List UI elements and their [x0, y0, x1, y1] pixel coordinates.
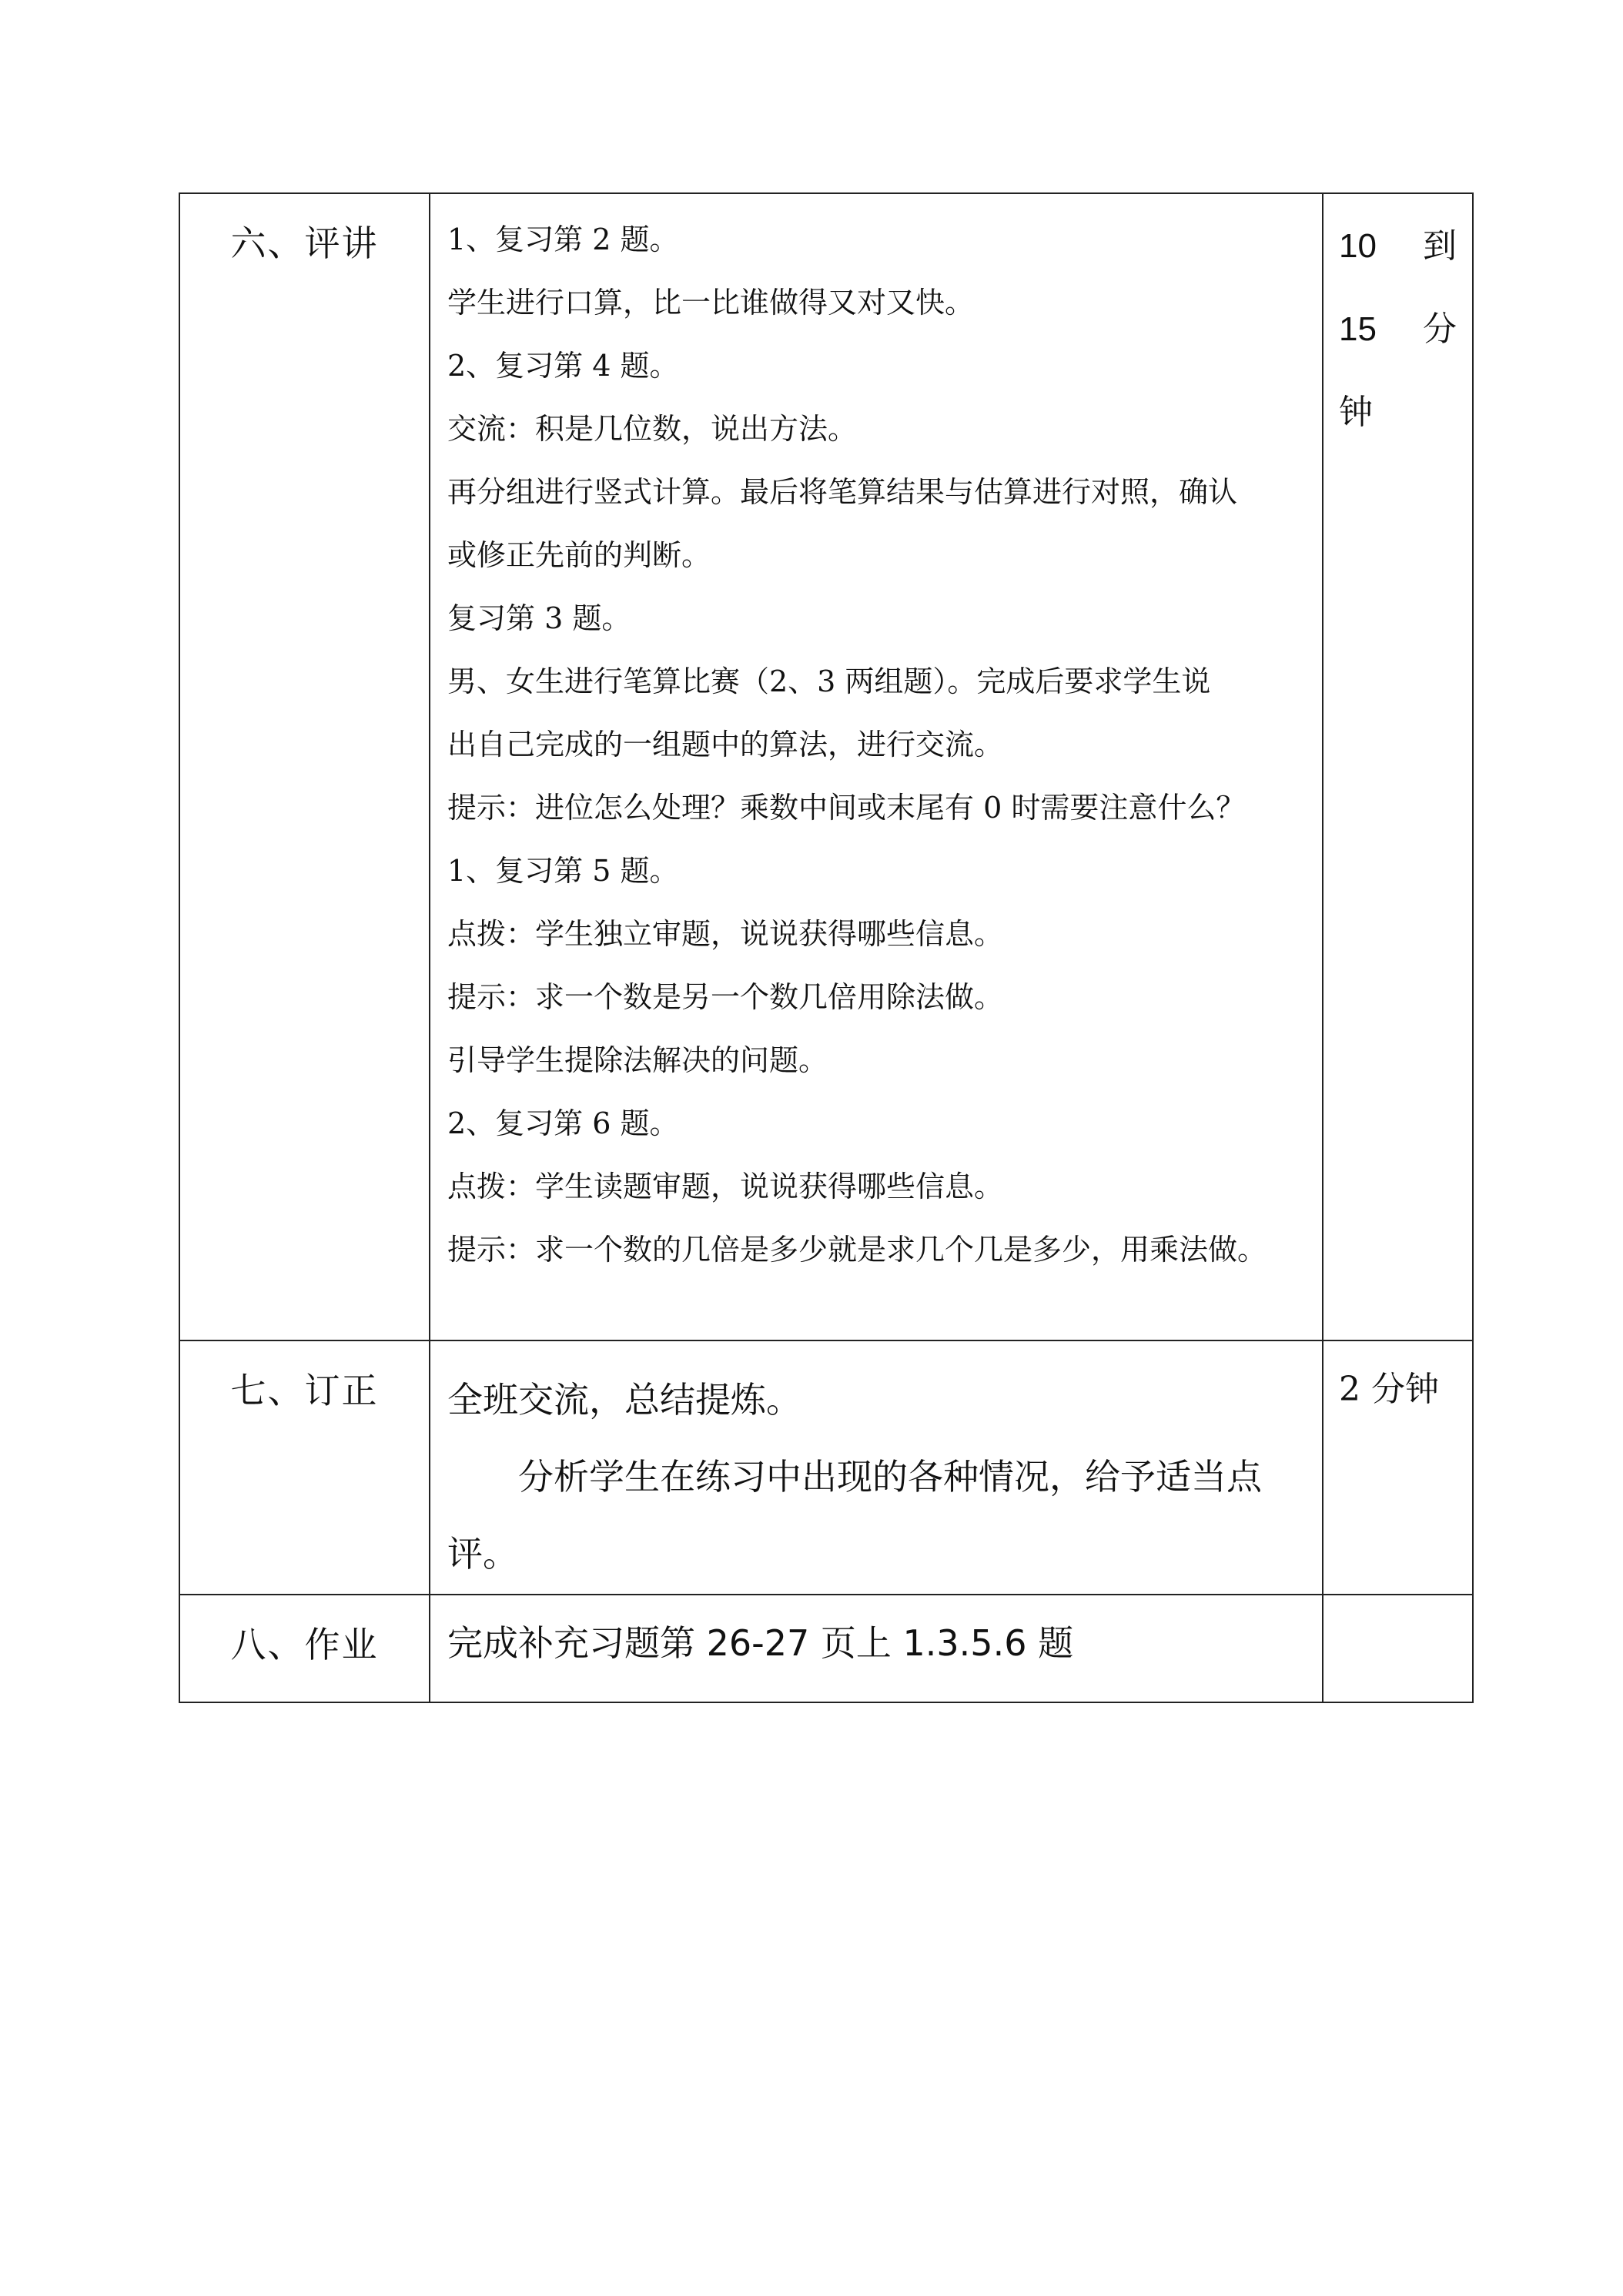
step-cell: 七、订正: [179, 1340, 430, 1595]
content-line: 交流：积是几位数，说出方法。: [447, 412, 858, 446]
table-row: [179, 193, 1473, 1340]
time-text: 分: [1423, 310, 1457, 349]
step-cell: 八、作业: [179, 1595, 430, 1702]
content-line: 提示：进位怎么处理？乘数中间或末尾有 0 时需要注意什么？: [447, 791, 1246, 825]
content-line: 1、复习第 5 题。: [447, 854, 679, 888]
content-line: 分析学生在练习中出现的各种情况，给予适当点: [518, 1456, 1262, 1498]
content-line: 点拨：学生独立审题，说说获得哪些信息。: [447, 917, 1004, 951]
content-line: 2、复习第 4 题。: [447, 349, 679, 383]
content-line: 再分组进行竖式计算。最后将笔算结果与估算进行对照，确认: [447, 475, 1238, 509]
time-value: 15: [1339, 310, 1377, 348]
time-cell: [1323, 193, 1473, 1340]
time-cell: 2 分钟: [1323, 1340, 1473, 1595]
content-line: 提示：求一个数的几倍是多少就是求几个几是多少，用乘法做。: [447, 1233, 1267, 1267]
content-cell: [430, 193, 1323, 1340]
content-line: 男、女生进行笔算比赛（2、3 两组题）。完成后要求学生说: [447, 664, 1211, 698]
table-row: [179, 1595, 1473, 1702]
content-cell: 完成补充习题第 26-27 页上 1.3.5.6 题: [430, 1595, 1323, 1702]
time-value: 10: [1339, 227, 1377, 265]
content-line: 或修正先前的判断。: [447, 538, 711, 572]
time-cell: [1323, 1595, 1473, 1702]
content-line: 点拨：学生读题审题，说说获得哪些信息。: [447, 1170, 1004, 1203]
content-line: 学生进行口算，比一比谁做得又对又快。: [447, 286, 975, 320]
content-line: 评。: [447, 1533, 518, 1575]
content-cell: [430, 1340, 1323, 1595]
content-line: 全班交流，总结提炼。: [447, 1379, 801, 1421]
content-line: 出自己完成的一组题中的算法，进行交流。: [447, 728, 1004, 761]
lesson-plan-table: [179, 192, 1474, 1703]
step-cell: 六、评讲: [179, 193, 430, 1340]
content-line: 2、复习第 6 题。: [447, 1106, 679, 1140]
content-line: 提示：求一个数是另一个数几倍用除法做。: [447, 980, 1004, 1014]
time-text: 到: [1423, 226, 1457, 266]
content-line: 引导学生提除法解决的问题。: [447, 1043, 828, 1077]
time-text: 钟: [1339, 393, 1373, 432]
content-line: 复习第 3 题。: [447, 601, 631, 635]
content-line: 1、复习第 2 题。: [447, 223, 679, 256]
table-row: [179, 1340, 1473, 1595]
